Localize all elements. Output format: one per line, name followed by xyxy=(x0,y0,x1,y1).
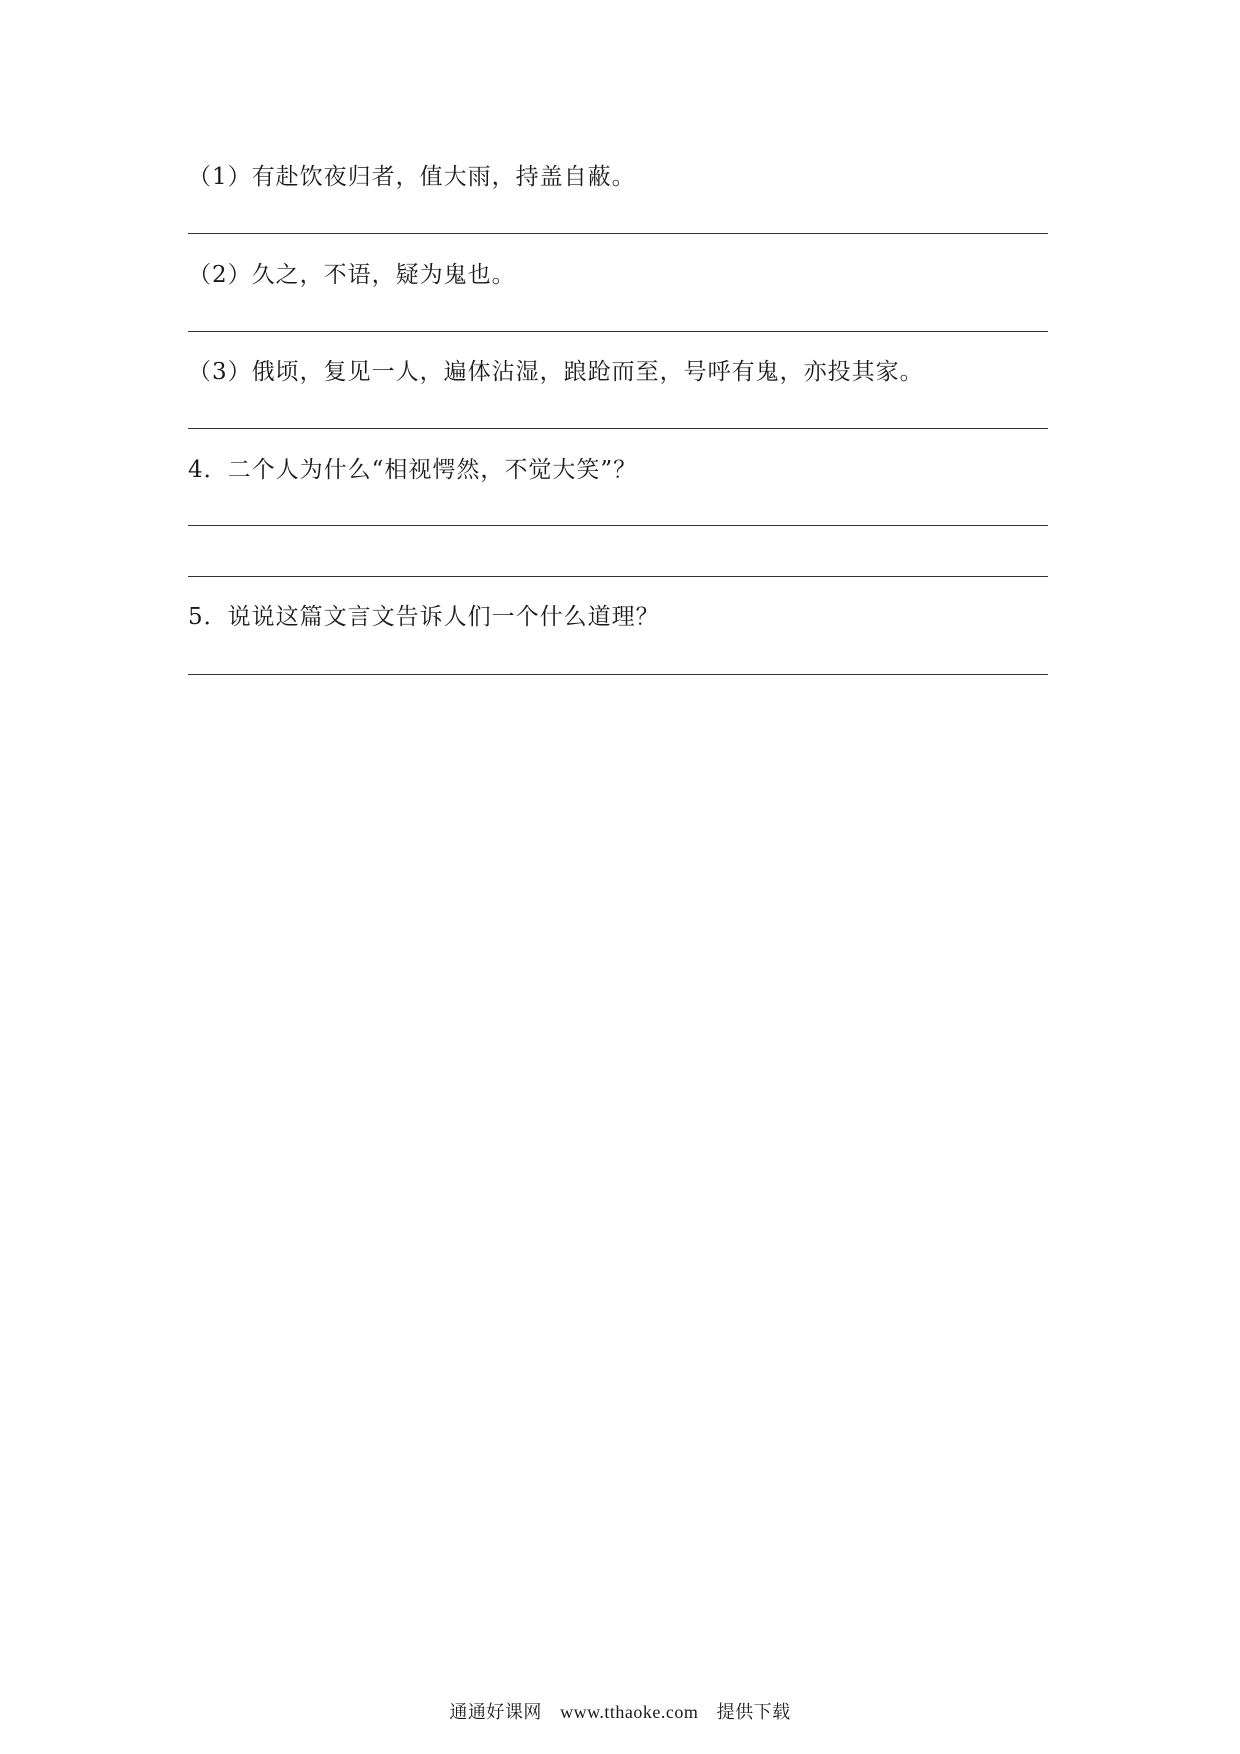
answer-line[interactable] xyxy=(188,525,1048,526)
page-footer xyxy=(0,1700,1240,1725)
answer-line[interactable] xyxy=(188,331,1048,332)
footer-suffix: 提供下载 xyxy=(716,1702,791,1723)
question-item-3: （3）俄顷，复见一人，遍体沾湿，踉跄而至，号呼有鬼，亦投其家。 xyxy=(188,359,924,385)
answer-line[interactable] xyxy=(188,233,1048,234)
answer-line[interactable] xyxy=(188,428,1048,429)
footer-site-name: 通通好课网 xyxy=(449,1702,542,1723)
footer-url[interactable]: www.tthaoke.com xyxy=(560,1702,699,1722)
answer-line[interactable] xyxy=(188,674,1048,675)
answer-line[interactable] xyxy=(188,576,1048,577)
question-4: 4．二个人为什么“相视愕然，不觉大笑”？ xyxy=(188,457,638,483)
question-5: 5．说说这篇文言文告诉人们一个什么道理？ xyxy=(188,604,660,630)
question-item-1: （1）有赴饮夜归者，值大雨，持盖自蔽。 xyxy=(188,164,636,190)
question-item-2: （2）久之，不语，疑为鬼也。 xyxy=(188,262,516,288)
